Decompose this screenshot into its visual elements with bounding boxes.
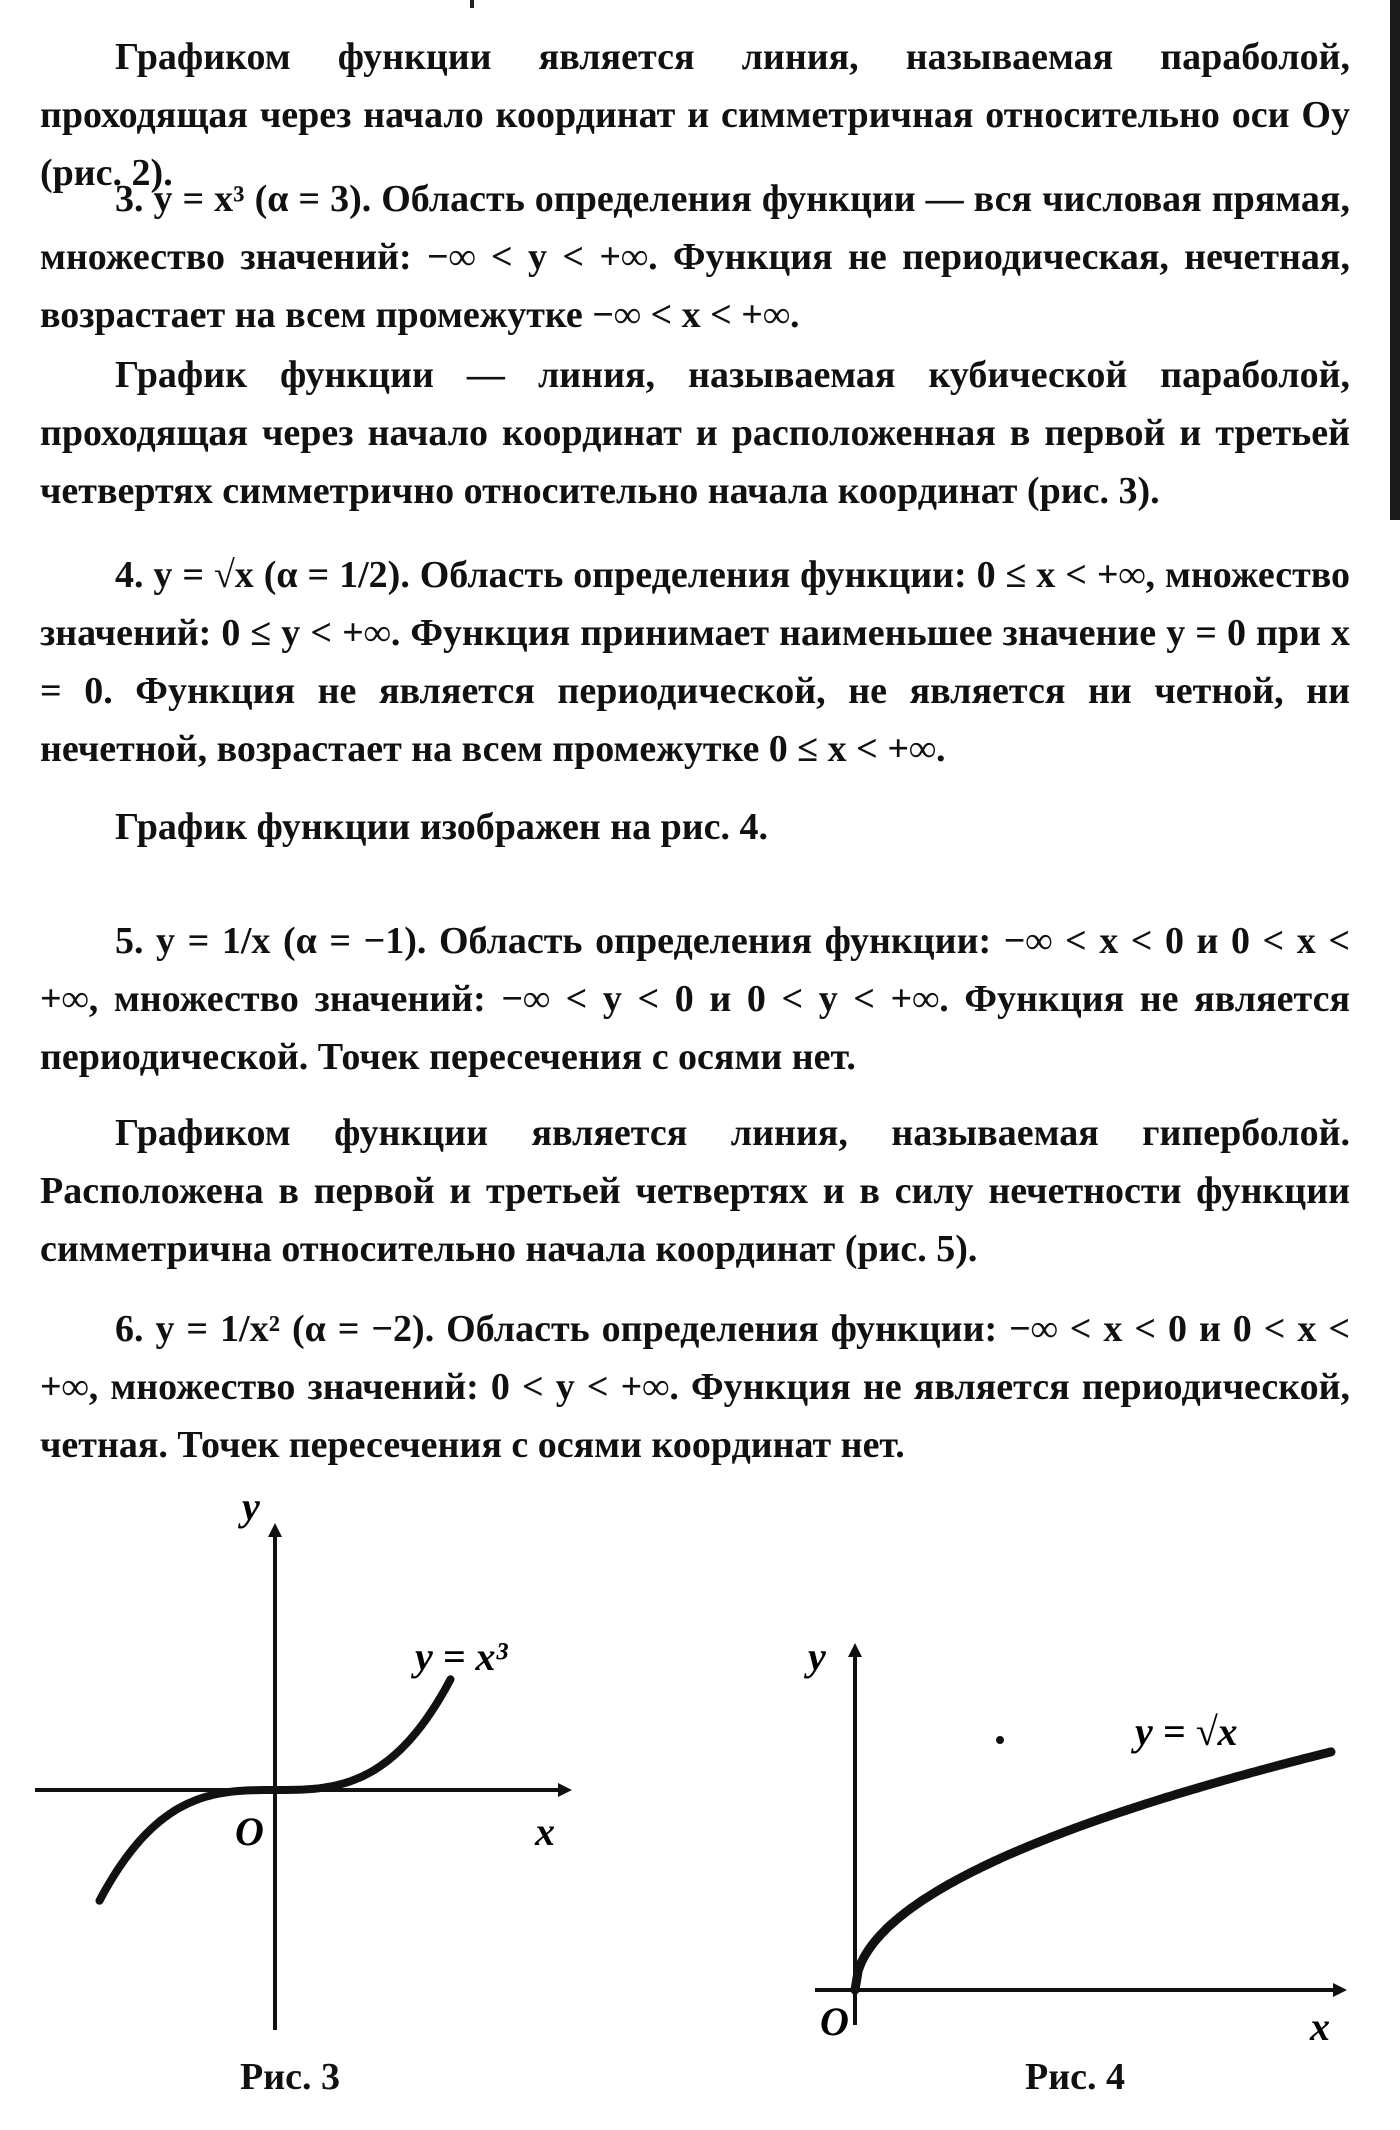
figure-4-caption: Рис. 4 bbox=[1025, 2056, 1125, 2098]
paragraph-hyperbola-graph: Графиком функции является линия, называемая гиперболой. Расположена в первой и третьей четвертях и в силу нечетности функции симметрична относительно начала координат (рис. 5). bbox=[40, 1112, 1350, 1270]
page-spine-edge bbox=[1390, 0, 1400, 520]
y-axis-label: y bbox=[808, 1634, 826, 1679]
paragraph-cubic-graph: График функции — линия, называемая кубической параболой, проходящая через начало координат и расположенная в первой и третьей четвертях симметрично относительно начала координат (рис. 3). bbox=[40, 354, 1350, 512]
figure-4-plot bbox=[790, 1630, 1350, 2040]
origin-label: O bbox=[235, 1809, 264, 1854]
origin-label: O bbox=[820, 1999, 849, 2040]
x-axis-label: x bbox=[1310, 2004, 1330, 2040]
paragraph-cubic-definition: 3. y = x³ (α = 3). Область определения функции — вся числовая прямая, множество значений: −∞ < y < +∞. Функция не периодическая, нечетная, возрастает на всем промежутке −∞ < x < +∞. bbox=[40, 178, 1350, 336]
paragraph-sqrt-graph-ref: График функции изображен на рис. 4. bbox=[115, 806, 768, 848]
y-axis-label: y bbox=[242, 1500, 260, 1529]
figure-3-plot bbox=[30, 1500, 590, 2040]
paragraph-parabola-description: Графиком функции является линия, называемая параболой, проходящая через начало координат и симметричная относительно оси Oy (рис. 2). bbox=[40, 36, 1350, 194]
top-mark bbox=[470, 0, 474, 8]
stray-dot bbox=[996, 1736, 1004, 1744]
curve-label: y = x³ bbox=[415, 1634, 508, 1679]
paragraph-inverse-square-definition: 6. y = 1/x² (α = −2). Область определения функции: −∞ < x < 0 и 0 < x < +∞, множество значений: 0 < y < +∞. Функция не является периодической, четная. Точек пересечения с осями координат нет. bbox=[40, 1308, 1350, 1466]
figure-4 bbox=[790, 1630, 1350, 2040]
figure-3-caption: Рис. 3 bbox=[240, 2056, 340, 2098]
x-axis-label: x bbox=[535, 1809, 555, 1854]
paragraph-sqrt-definition: 4. y = √x (α = 1/2). Область определения функции: 0 ≤ x < +∞, множество значений: 0 ≤ y < +∞. Функция принимает наименьшее значение y = 0 при x = 0. Функция не является периодической, не является ни четной, ни нечетной, возрастает на всем промежутке 0 ≤ x < +∞. bbox=[40, 554, 1350, 770]
figure-3 bbox=[30, 1500, 590, 2040]
paragraph-hyperbola-definition: 5. y = 1/x (α = −1). Область определения функции: −∞ < x < 0 и 0 < x < +∞, множество значений: −∞ < y < 0 и 0 < y < +∞. Функция не является периодической. Точек пересечения с осями нет. bbox=[40, 920, 1350, 1078]
sqrt-curve bbox=[855, 1752, 1331, 1990]
curve-label: y = √x bbox=[1135, 1709, 1238, 1754]
